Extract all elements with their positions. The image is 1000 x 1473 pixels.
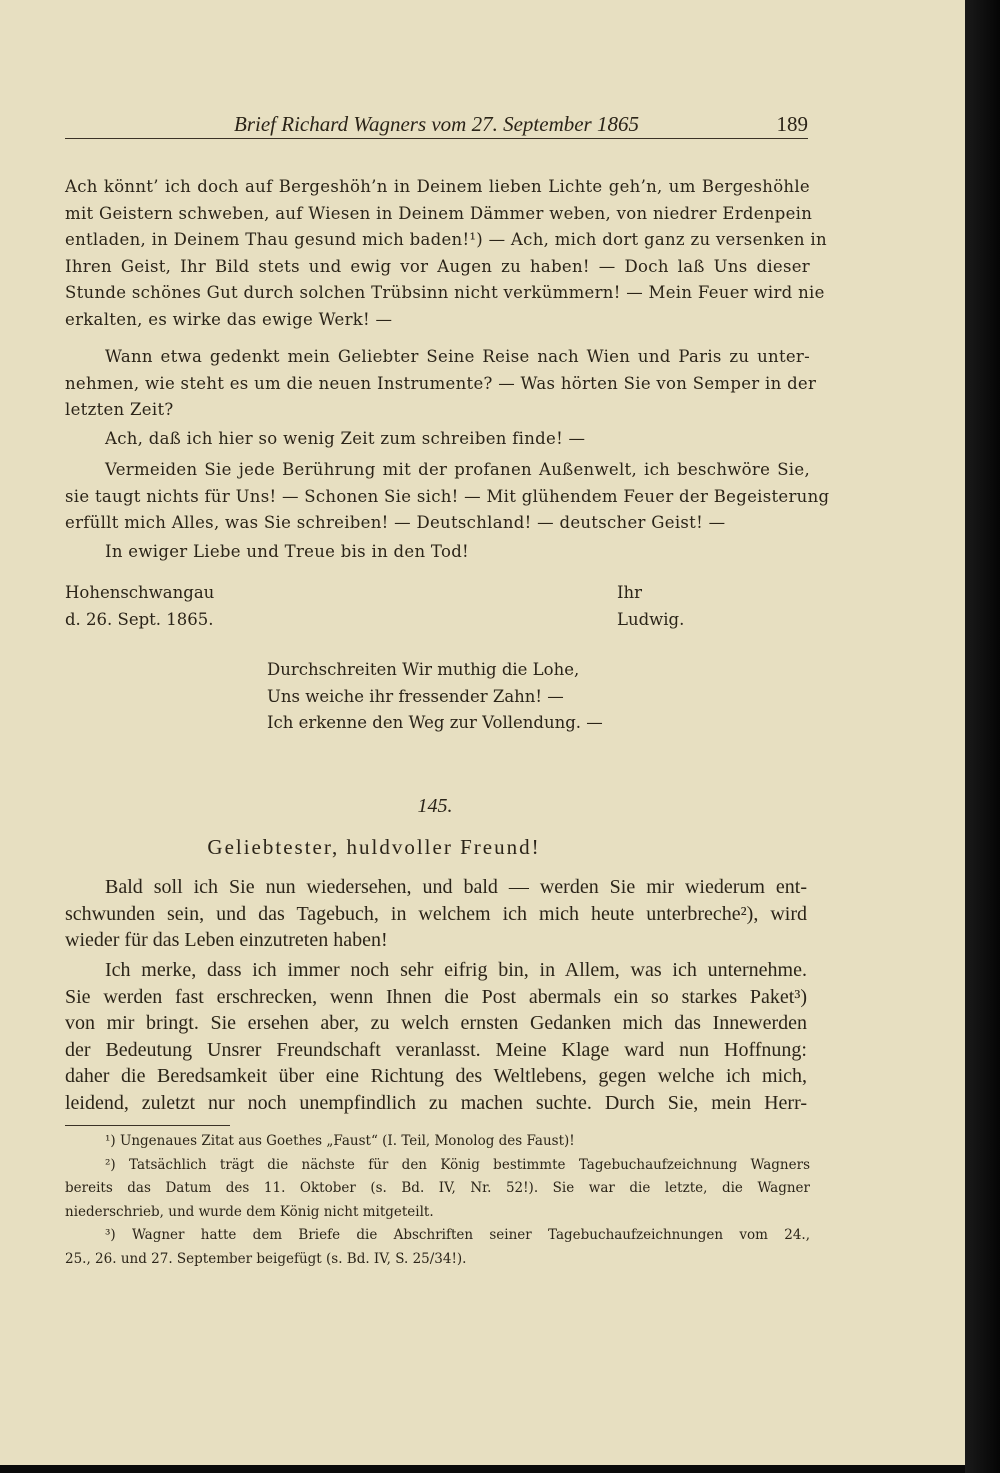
verse-line: Durchschreiten Wir muthig die Lohe, — [267, 660, 580, 679]
text-line: von mir bringt. Sie ersehen aber, zu welch ernsten Gedanken mich das Innewerden — [65, 1012, 807, 1034]
signature-name-block — [617, 579, 684, 633]
text-line: letzten Zeit? — [65, 400, 174, 419]
text-line: leidend, zuletzt nur noch unempfindlich zu machen suchte. Durch Sie, mein Herr- — [65, 1091, 807, 1114]
text-line: Wann etwa gedenkt mein Geliebter Seine Reise nach Wien und Paris zu unter- — [105, 347, 810, 366]
footnote-2-line: niederschrieb, und wurde dem König nicht mitgeteilt. — [65, 1203, 434, 1220]
text-line: erfüllt mich Alles, was Sie schreiben! — Deutschland! — deutscher Geist! — — [65, 513, 726, 532]
footnote-1: ¹) Ungenaues Zitat aus Goethes „Faust“ (I. Teil, Monolog des Faust)! — [105, 1133, 575, 1149]
text-line: Ach könnt’ ich doch auf Bergeshöh’n in Deinem lieben Lichte geh’n, um Bergeshöhle — [65, 177, 810, 196]
text-line: schwunden sein, und das Tagebuch, in welchem ich mich heute unterbreche²), wird — [65, 902, 807, 925]
signature-closing: Ihr — [617, 583, 643, 602]
letter-salutation: Geliebtester, huldvoller Freund! — [207, 835, 541, 859]
text-line: erkalten, es wirke das ewige Werk! — — [65, 309, 393, 329]
footnote-rule — [65, 1125, 230, 1126]
signature-place-date — [65, 579, 214, 633]
footnote-2-line: ²) Tatsächlich trägt die nächste für den König bestimmte Tagebuchaufzeichnung Wagners — [105, 1156, 810, 1173]
running-header — [65, 108, 808, 139]
text-line: Ach, daß ich hier so wenig Zeit zum schreiben finde! — — [105, 429, 586, 448]
verse-line: Ich erkenne den Weg zur Vollendung. — — [267, 713, 603, 732]
text-line: Ich merke, dass ich immer noch sehr eifrig bin, in Allem, was ich unternehme. — [105, 959, 807, 981]
text-line: entladen, in Deinem Thau gesund mich baden!¹) — Ach, mich dort ganz zu versenken in — [65, 230, 827, 249]
letter-paragraph-2 — [65, 344, 817, 424]
letter-paragraph-5 — [65, 539, 810, 566]
footnote-3-line: 25., 26. und 27. September beigefügt (s. Bd. IV, S. 25/34!). — [65, 1250, 467, 1267]
letter-paragraph-4 — [65, 457, 830, 537]
poem-verse — [267, 657, 603, 737]
text-line: Vermeiden Sie jede Berührung mit der profanen Außenwelt, ich beschwöre Sie, — [105, 460, 810, 479]
signature-date: d. 26. Sept. 1865. — [65, 610, 214, 629]
text-line: wieder für das Leben einzutreten haben! — [65, 929, 388, 951]
text-line: Bald soll ich Sie nun wiedersehen, und bald — werden Sie mir wiederum ent- — [105, 876, 807, 898]
page-number: 189 — [776, 112, 808, 136]
footnote-2-line: bereits das Datum des 11. Oktober (s. Bd. IV, Nr. 52!). Sie war die letzte, die Wagner — [65, 1180, 810, 1196]
running-title: Brief Richard Wagners vom 27. September 1865 — [234, 112, 639, 136]
footnotes — [65, 1130, 810, 1271]
letter-number: 145. — [417, 795, 453, 817]
letter-paragraph-1 — [65, 174, 827, 333]
text-line: nehmen, wie steht es um die neuen Instrumente? — Was hörten Sie von Semper in der — [65, 373, 817, 393]
letter2-paragraph-2 — [65, 957, 807, 1116]
text-line: Stunde schönes Gut durch solchen Trübsinn nicht verkümmern! — Mein Feuer wird nie — [65, 283, 825, 302]
text-line: Sie werden fast erschrecken, wenn Ihnen die Post abermals ein so starkes Paket³) — [65, 985, 807, 1008]
text-line: daher die Beredsamkeit über eine Richtung des Weltlebens, gegen welche ich mich, — [65, 1065, 807, 1087]
text-line: der Bedeutung Unsrer Freundschaft veranlasst. Meine Klage ward nun Hoffnung: — [65, 1038, 807, 1061]
text-line: Ihren Geist, Ihr Bild stets und ewig vor Augen zu haben! — Doch laß Uns dieser — [65, 256, 810, 276]
verse-line: Uns weiche ihr fressender Zahn! — — [267, 686, 564, 706]
signature-place: Hohenschwangau — [65, 583, 215, 602]
page-edge-shadow — [965, 0, 1000, 1473]
letter2-paragraph-1 — [65, 874, 807, 954]
footnote-3-line: ³) Wagner hatte dem Briefe die Abschriften seiner Tagebuchaufzeichnungen vom 24., — [105, 1227, 810, 1243]
text-line: In ewiger Liebe und Treue bis in den Tod! — [105, 542, 469, 561]
text-line: sie taugt nichts für Uns! — Schonen Sie sich! — Mit glühendem Feuer der Begeisterung — [65, 486, 830, 506]
letter-paragraph-3 — [65, 426, 810, 453]
text-line: mit Geistern schweben, auf Wiesen in Deinem Dämmer weben, von niedrer Erdenpein — [65, 203, 813, 223]
signature-name: Ludwig. — [617, 610, 685, 629]
